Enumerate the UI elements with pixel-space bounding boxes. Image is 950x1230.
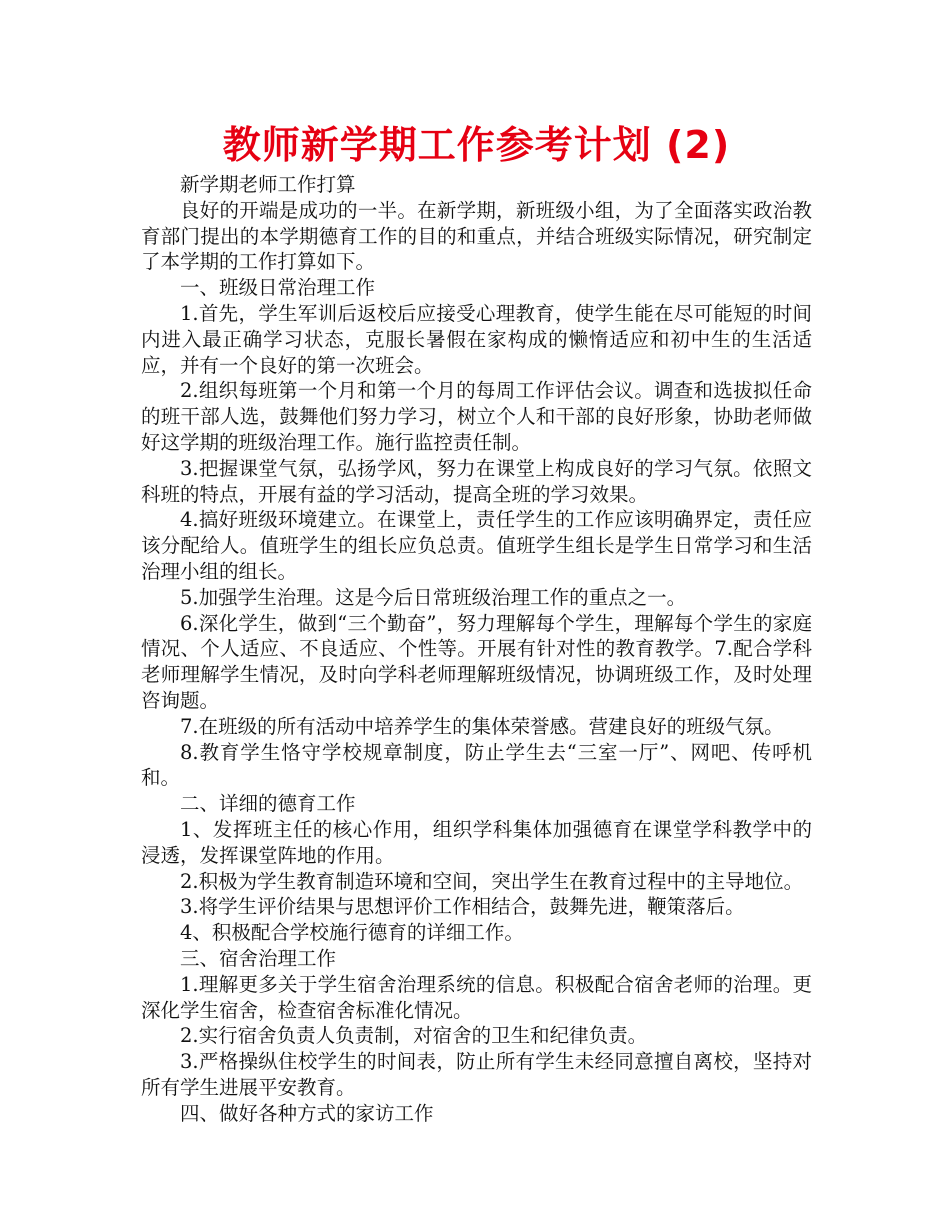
paragraph: 2.实行宿舍负责人负责制，对宿舍的卫生和纪律负责。 — [180, 1024, 648, 1048]
paragraph: 3.将学生评价结果与思想评价工作相结合，鼓舞先进，鞭策落后。 — [180, 895, 745, 919]
paragraph: 2.组织每班第一个月和第一个月的每周工作评估会议。调查和选拔拟任命的班干部人选，鼓舞他们努力学习，树立个人和干部的良好形象，协助老师做好这学期的班级治理工作。施行监控责任制。 — [141, 379, 812, 454]
document-body — [141, 172, 812, 1126]
paragraph: 1.首先，学生军训后返校后应接受心理教育，使学生能在尽可能短的时间内进入最正确学习状态，克服长暑假在家构成的懒惰适应和初中生的生活适应，并有一个良好的第一次班会。 — [141, 301, 812, 377]
paragraph: 3.把握课堂气氛，弘扬学风，努力在课堂上构成良好的学习气氛。依照文科班的特点，开展有益的学习活动，提高全班的学习效果。 — [141, 456, 812, 506]
paragraph: 四、做好各种方式的家访工作 — [180, 1101, 434, 1125]
paragraph: 7.在班级的所有活动中培养学生的集体荣誉感。营建良好的班级气氛。 — [180, 714, 784, 738]
paragraph: 3.严格操纵住校学生的时间表，防止所有学生未经同意擅自离校，坚持对所有学生进展平安教育。 — [141, 1050, 812, 1099]
paragraph: 良好的开端是成功的一半。在新学期，新班级小组，为了全面落实政治教育部门提出的本学期德育工作的目的和重点，并结合班级实际情况，研究制定了本学期的工作打算如下。 — [141, 198, 812, 274]
paragraph: 1、发挥班主任的核心作用，组织学科集体加强德育在课堂学科教学中的浸透，发挥课堂阵地的作用。 — [141, 817, 812, 867]
document-title: 教师新学期工作参考计划 (2) — [222, 123, 731, 167]
paragraph: 6.深化学生，做到“三个勤奋”，努力理解每个学生，理解每个学生的家庭情况、个人适应、不良适应、个性等。开展有针对性的教育教学。7.配合学科老师理解学生情况，及时向学科老师理解班级情况，协调班级工作，及时处理咨询题。 — [141, 611, 812, 712]
paragraph: 1.理解更多关于学生宿舍治理系统的信息。积极配合宿舍老师的治理。更深化学生宿舍，检查宿舍标准化情况。 — [141, 972, 812, 1022]
paragraph: 二、详细的德育工作 — [180, 792, 356, 816]
paragraph: 2.积极为学生教育制造环境和空间，突出学生在教育过程中的主导地位。 — [180, 869, 804, 893]
paragraph: 8.教育学生恪守学校规章制度，防止学生去“三室一厅”、网吧、传呼机和。 — [141, 740, 812, 790]
paragraph: 4.搞好班级环境建立。在课堂上，责任学生的工作应该明确界定，责任应该分配给人。值班学生的组长应负总责。值班学生组长是学生日常学习和生活治理小组的组长。 — [141, 508, 812, 583]
paragraph: 5.加强学生治理。这是今后日常班级治理工作的重点之一。 — [180, 585, 687, 609]
paragraph: 一、班级日常治理工作 — [180, 276, 376, 300]
paragraph: 三、宿舍治理工作 — [180, 946, 337, 970]
paragraph: 4、积极配合学校施行德育的详细工作。 — [180, 921, 524, 945]
paragraph: 新学期老师工作打算 — [180, 173, 356, 196]
